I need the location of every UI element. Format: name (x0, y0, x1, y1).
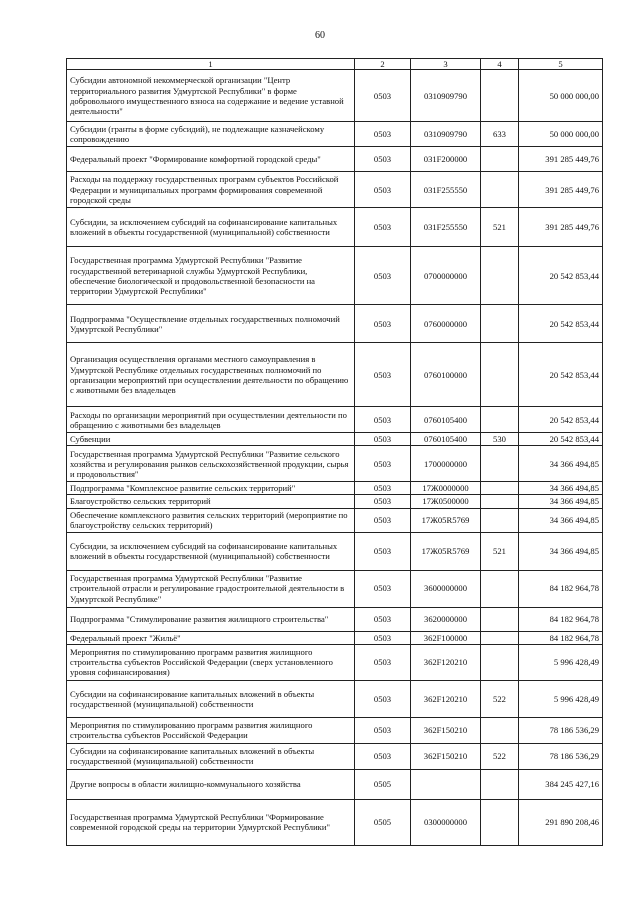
cell-amount: 20 542 853,44 (519, 343, 603, 407)
cell-amount: 84 182 964,78 (519, 607, 603, 631)
cell-expense-type (481, 247, 519, 305)
table-row (67, 532, 603, 570)
cell-expense-type (481, 482, 519, 495)
cell-expense-type: 522 (481, 743, 519, 769)
cell-amount: 20 542 853,44 (519, 433, 603, 446)
cell-amount: 5 996 428,49 (519, 644, 603, 680)
cell-target-item: 362F120210 (411, 644, 481, 680)
budget-table (66, 58, 603, 846)
cell-target-item: 0700000000 (411, 247, 481, 305)
cell-target-item: 0760105400 (411, 433, 481, 446)
cell-target-item: 362F150210 (411, 717, 481, 743)
cell-section: 0503 (355, 532, 411, 570)
cell-name: Расходы на поддержку государственных программ субъектов Российской Федерации и муниципальных программ формирования современной городской среды (67, 172, 355, 208)
cell-target-item: 3600000000 (411, 570, 481, 607)
table-row (67, 644, 603, 680)
table-row (67, 508, 603, 532)
cell-expense-type (481, 343, 519, 407)
table-row (67, 680, 603, 717)
header-row (67, 59, 603, 70)
cell-amount: 384 245 427,16 (519, 769, 603, 799)
cell-expense-type: 530 (481, 433, 519, 446)
cell-name: Подпрограмма "Комплексное развитие сельских территорий" (67, 482, 355, 495)
table-row (67, 122, 603, 147)
table-row (67, 495, 603, 508)
cell-amount: 78 186 536,29 (519, 717, 603, 743)
cell-section: 0503 (355, 305, 411, 343)
cell-name: Субсидии на софинансирование капитальных вложений в объекты государственной (муниципальной) собственности (67, 743, 355, 769)
cell-target-item: 362F120210 (411, 680, 481, 717)
cell-expense-type (481, 717, 519, 743)
table-row (67, 570, 603, 607)
table-row (67, 607, 603, 631)
cell-expense-type (481, 799, 519, 845)
cell-expense-type: 521 (481, 208, 519, 247)
cell-name: Государственная программа Удмуртской Республики "Развитие сельского хозяйства и регулирования рынков сельскохозяйственной продукции, сырья и продовольствия" (67, 446, 355, 482)
cell-name: Субсидии, за исключением субсидий на софинансирование капитальных вложений в объекты государственной (муниципальной) собственности (67, 532, 355, 570)
cell-section: 0503 (355, 172, 411, 208)
cell-expense-type (481, 570, 519, 607)
cell-section: 0503 (355, 482, 411, 495)
cell-section: 0503 (355, 70, 411, 122)
cell-expense-type (481, 70, 519, 122)
table-row (67, 247, 603, 305)
cell-name: Расходы по организации мероприятий при осуществлении деятельности по обращению с животными без владельцев (67, 407, 355, 433)
table-row (67, 799, 603, 845)
cell-amount: 34 366 494,85 (519, 495, 603, 508)
cell-expense-type (481, 769, 519, 799)
cell-name: Организация осуществления органами местного самоуправления в Удмуртской Республике отдельных государственных полномочий по организации мероприятий при осуществлении деятельности по обращению с животными без владельцев (67, 343, 355, 407)
cell-expense-type (481, 508, 519, 532)
cell-name: Государственная программа Удмуртской Республики "Развитие государственной ветеринарной службы Удмуртской Республики, обеспечение биологической и продовольственной безопасности на территории Удмуртской Республики" (67, 247, 355, 305)
cell-section: 0503 (355, 122, 411, 147)
cell-section: 0503 (355, 343, 411, 407)
header-expense-type: 4 (481, 59, 519, 70)
cell-amount: 5 996 428,49 (519, 680, 603, 717)
cell-section: 0503 (355, 680, 411, 717)
table-row (67, 743, 603, 769)
cell-amount: 50 000 000,00 (519, 122, 603, 147)
cell-target-item: 1700000000 (411, 446, 481, 482)
cell-amount: 391 285 449,76 (519, 172, 603, 208)
cell-section: 0503 (355, 433, 411, 446)
cell-expense-type (481, 495, 519, 508)
table-row (67, 717, 603, 743)
table-row (67, 172, 603, 208)
cell-name: Субсидии (гранты в форме субсидий), не подлежащие казначейскому сопровождению (67, 122, 355, 147)
cell-section: 0503 (355, 147, 411, 172)
cell-target-item: 031F200000 (411, 147, 481, 172)
cell-section: 0503 (355, 631, 411, 644)
header-name: 1 (67, 59, 355, 70)
cell-target-item: 031F255550 (411, 208, 481, 247)
header-amount: 5 (519, 59, 603, 70)
cell-section: 0503 (355, 607, 411, 631)
cell-target-item: 0760105400 (411, 407, 481, 433)
cell-section: 0503 (355, 446, 411, 482)
cell-expense-type: 522 (481, 680, 519, 717)
cell-target-item (411, 769, 481, 799)
cell-name: Субсидии, за исключением субсидий на софинансирование капитальных вложений в объекты государственной (муниципальной) собственности (67, 208, 355, 247)
table-row (67, 343, 603, 407)
cell-section: 0503 (355, 407, 411, 433)
cell-expense-type (481, 147, 519, 172)
table-row (67, 305, 603, 343)
cell-section: 0503 (355, 717, 411, 743)
table-row (67, 208, 603, 247)
cell-amount: 34 366 494,85 (519, 532, 603, 570)
cell-name: Подпрограмма "Осуществление отдельных государственных полномочий Удмуртской Республики" (67, 305, 355, 343)
cell-target-item: 362F150210 (411, 743, 481, 769)
cell-section: 0503 (355, 570, 411, 607)
cell-name: Благоустройство сельских территорий (67, 495, 355, 508)
cell-amount: 34 366 494,85 (519, 508, 603, 532)
cell-target-item: 0760000000 (411, 305, 481, 343)
cell-section: 0505 (355, 769, 411, 799)
cell-target-item: 3620000000 (411, 607, 481, 631)
page-number: 60 (315, 30, 325, 41)
cell-expense-type (481, 172, 519, 208)
table-row (67, 407, 603, 433)
cell-target-item: 17Ж0500000 (411, 495, 481, 508)
cell-amount: 78 186 536,29 (519, 743, 603, 769)
table-row (67, 433, 603, 446)
cell-amount: 391 285 449,76 (519, 208, 603, 247)
cell-target-item: 0310909790 (411, 122, 481, 147)
cell-target-item: 362F100000 (411, 631, 481, 644)
cell-name: Федеральный проект "Формирование комфортной городской среды" (67, 147, 355, 172)
cell-section: 0503 (355, 508, 411, 532)
cell-name: Мероприятия по стимулированию программ развития жилищного строительства субъектов Российской Федерации (сверх установленного уровня софинансирования) (67, 644, 355, 680)
table-row (67, 147, 603, 172)
cell-section: 0503 (355, 743, 411, 769)
table-row (67, 482, 603, 495)
cell-name: Федеральный проект "Жильё" (67, 631, 355, 644)
cell-name: Подпрограмма "Стимулирование развития жилищного строительства" (67, 607, 355, 631)
cell-target-item: 17Ж05R5769 (411, 508, 481, 532)
cell-amount: 50 000 000,00 (519, 70, 603, 122)
cell-amount: 34 366 494,85 (519, 446, 603, 482)
table-row (67, 446, 603, 482)
header-target-item: 3 (411, 59, 481, 70)
cell-amount: 20 542 853,44 (519, 407, 603, 433)
cell-target-item: 0760100000 (411, 343, 481, 407)
cell-expense-type (481, 607, 519, 631)
cell-name: Обеспечение комплексного развития сельских территорий (мероприятие по благоустройству сельских территорий) (67, 508, 355, 532)
cell-section: 0503 (355, 495, 411, 508)
cell-section: 0503 (355, 208, 411, 247)
cell-target-item: 17Ж05R5769 (411, 532, 481, 570)
table-row (67, 631, 603, 644)
cell-name: Субсидии на софинансирование капитальных вложений в объекты государственной (муниципальной) собственности (67, 680, 355, 717)
header-section: 2 (355, 59, 411, 70)
cell-amount: 291 890 208,46 (519, 799, 603, 845)
cell-name: Государственная программа Удмуртской Республики "Формирование современной городской среды на территории Удмуртской Республики" (67, 799, 355, 845)
cell-amount: 20 542 853,44 (519, 305, 603, 343)
cell-name: Другие вопросы в области жилищно-коммунального хозяйства (67, 769, 355, 799)
cell-target-item: 031F255550 (411, 172, 481, 208)
cell-expense-type (481, 446, 519, 482)
cell-name: Субсидии автономной некоммерческой организации "Центр территориального развития Удмуртской Республики" в форме добровольного имущественного взноса на содержание и ведение уставной деятельности" (67, 70, 355, 122)
cell-amount: 84 182 964,78 (519, 631, 603, 644)
cell-target-item: 0310909790 (411, 70, 481, 122)
cell-expense-type: 521 (481, 532, 519, 570)
cell-expense-type: 633 (481, 122, 519, 147)
cell-target-item: 17Ж0000000 (411, 482, 481, 495)
cell-section: 0503 (355, 644, 411, 680)
cell-expense-type (481, 631, 519, 644)
table-row (67, 769, 603, 799)
cell-amount: 391 285 449,76 (519, 147, 603, 172)
cell-amount: 34 366 494,85 (519, 482, 603, 495)
cell-target-item: 0300000000 (411, 799, 481, 845)
cell-expense-type (481, 305, 519, 343)
cell-expense-type (481, 644, 519, 680)
cell-section: 0505 (355, 799, 411, 845)
cell-name: Государственная программа Удмуртской Республики "Развитие строительной отрасли и регулирование градостроительной деятельности в Удмуртской Республике" (67, 570, 355, 607)
table-row (67, 70, 603, 122)
cell-section: 0503 (355, 247, 411, 305)
cell-name: Субвенции (67, 433, 355, 446)
cell-expense-type (481, 407, 519, 433)
cell-amount: 84 182 964,78 (519, 570, 603, 607)
cell-amount: 20 542 853,44 (519, 247, 603, 305)
cell-name: Мероприятия по стимулированию программ развития жилищного строительства субъектов Российской Федерации (67, 717, 355, 743)
budget-table-body (67, 70, 603, 846)
